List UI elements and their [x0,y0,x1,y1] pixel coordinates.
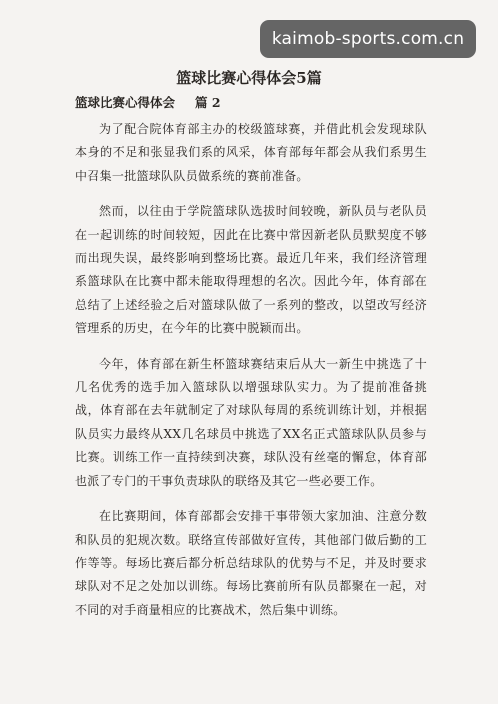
paragraph-2: 然而，以往由于学院篮球队选拔时间较晚，新队员与老队员在一起训练的时间较短，因此在比赛中常因新老队员默契度不够而出现失误，最终影响到整场比赛。最近几年来，我们经济管理系篮球队在比赛中都未能取得理想的名次。因此今年，体育部在总结了上述经验之后对篮球队做了一系列的整改，以望改写经济管理系的历史，在今年的比赛中脱颖而出。 [75,204,427,336]
paragraph-1: 为了配合院体育部主办的校级篮球赛，并借此机会发现球队本身的不足和张显我们系的风采，体育部每年都会从我们系男生中召集一批篮球队队员做系统的赛前准备。 [75,122,427,183]
paragraph-4: 在比赛期间，体育部都会安排干事带领大家加油、注意分数和队员的犯规次数。联络宣传部做好宣传，其他部门做后勤的工作等等。每场比赛后都分析总结球队的优势与不足，并及时要求球队对不足之处加以训练。每场比赛前所有队员都聚在一起，对不同的对手商量相应的比赛战术，然后集中训练。 [75,509,427,617]
site-watermark: kaimob-sports.com.cn [260,20,476,58]
section-heading [75,93,221,111]
section-number: 篇 2 [195,95,221,110]
paragraph-3: 今年，体育部在新生杯篮球赛结束后从大一新生中挑选了十几名优秀的选手加入篮球队以增强球队实力。为了提前准备挑战，体育部在去年就制定了对球队每周的系统训练计划，并根据队员实力最终从XX几名球员中挑选了XX名正式篮球队队员参与比赛。训练工作一直持续到决赛，球队没有丝毫的懈怠，体育部也派了专门的干事负责球队的联络及其它一些必要工作。 [75,356,427,488]
document-body [75,118,427,634]
document-title: 篮球比赛心得体会5篇 [176,69,322,87]
section-heading-text: 篮球比赛心得体会 [75,95,176,110]
